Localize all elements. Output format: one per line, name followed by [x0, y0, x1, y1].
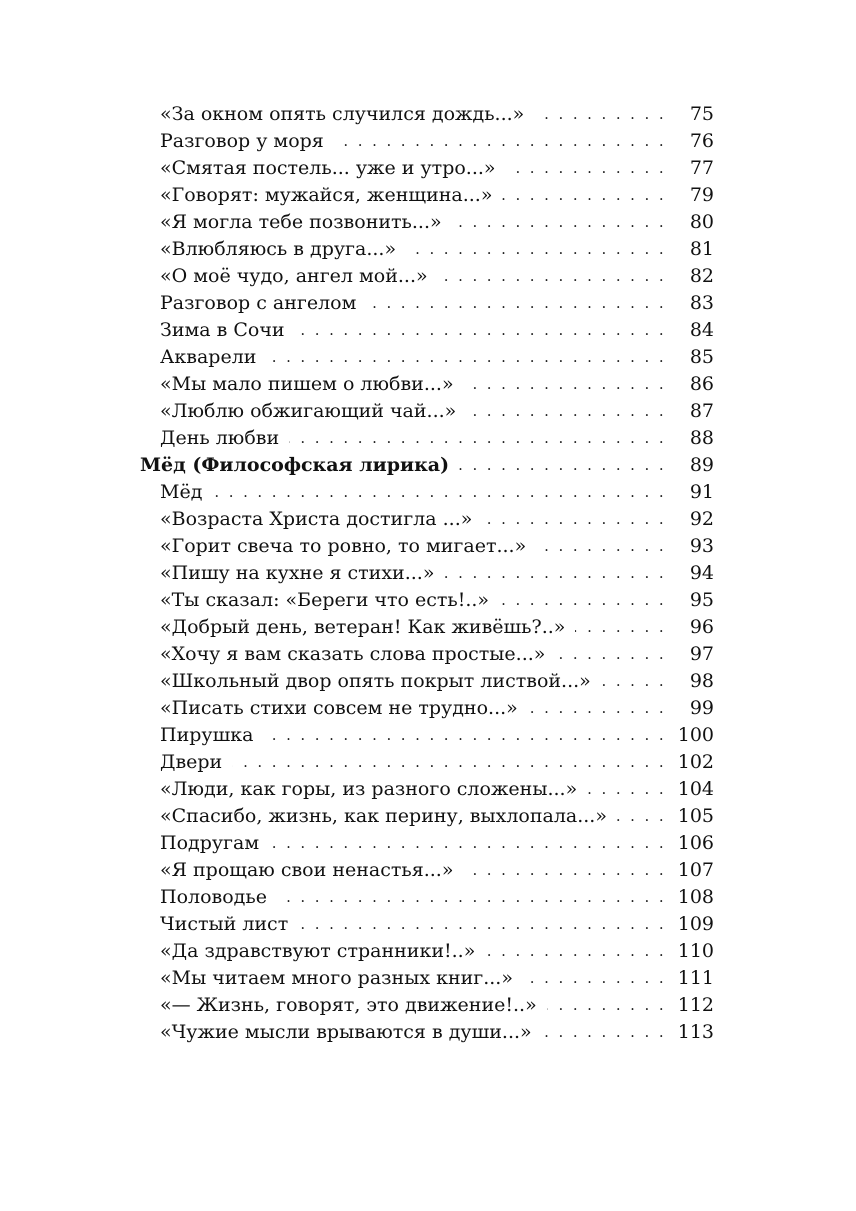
toc-entry-page-number: 95 [689, 589, 714, 611]
toc-entry-title: «Пишу на кухне я стихи...» [160, 560, 444, 587]
toc-entry [140, 965, 716, 992]
toc-entry-page-number: 83 [689, 292, 714, 314]
toc-entry-page-number: 84 [689, 319, 714, 341]
toc-entry-title: «Мы читаем много разных книг...» [160, 965, 523, 992]
toc-entry-title: Подругам [160, 830, 269, 857]
toc-entry-page-number: 82 [689, 265, 714, 287]
toc-entry [140, 209, 716, 236]
toc-entry-title: «Ты сказал: «Береги что есть!..» [160, 587, 499, 614]
toc-entry-title: «Я могла тебе позвонить...» [160, 209, 452, 236]
toc-entry-page-number: 91 [689, 481, 714, 503]
toc-entry-page-number: 87 [689, 400, 714, 422]
toc-entry [140, 587, 716, 614]
toc-entry [140, 749, 716, 776]
toc-entry-title: «Добрый день, ветеран! Как живёшь?..» [160, 614, 575, 641]
toc-entry-page-number: 105 [677, 805, 714, 827]
toc-entry-page-number: 107 [677, 859, 714, 881]
toc-entry [140, 101, 716, 128]
toc-entry-title: «Спасибо, жизнь, как перину, выхлопала...» [160, 803, 617, 830]
toc-entry [140, 398, 716, 425]
toc-entry-title: Мёд (Философская лирика) [140, 452, 459, 479]
toc-entry-page-number: 94 [689, 562, 714, 584]
toc-entry [140, 182, 716, 209]
toc-entry [140, 1019, 716, 1046]
toc-entry [140, 776, 716, 803]
dot-leader [160, 749, 666, 776]
toc-entry [140, 560, 716, 587]
toc-entry [140, 533, 716, 560]
toc-entry [140, 479, 716, 506]
toc-entry-title: День любви [160, 425, 289, 452]
toc-entry-page-number: 100 [677, 724, 714, 746]
toc-entry-title: Зима в Сочи [160, 317, 295, 344]
toc-entry [140, 722, 716, 749]
toc-entry-page-number: 109 [677, 913, 714, 935]
toc-entry [140, 614, 716, 641]
toc-entry-title: Половодье [160, 884, 277, 911]
toc-entry-title: «О моё чудо, ангел мой...» [160, 263, 438, 290]
toc-entry-title: Мёд [160, 479, 212, 506]
toc-entry-page-number: 108 [677, 886, 714, 908]
toc-entry-page-number: 98 [689, 670, 714, 692]
toc-entry [140, 884, 716, 911]
toc-entry-title: «Хочу я вам сказать слова простые...» [160, 641, 555, 668]
toc-entry-page-number: 102 [677, 751, 714, 773]
toc-entry-title: Пирушка [160, 722, 263, 749]
toc-entry-page-number: 92 [689, 508, 714, 530]
toc-entry-page-number: 79 [689, 184, 714, 206]
toc-entry-page-number: 75 [689, 103, 714, 125]
toc-entry-title: «Возраста Христа достигла ...» [160, 506, 482, 533]
toc-entry-title: «Люди, как горы, из разного сложены...» [160, 776, 587, 803]
toc-entry [140, 695, 716, 722]
toc-entry-title: «Я прощаю свои ненастья...» [160, 857, 463, 884]
toc-entry-page-number: 110 [677, 940, 714, 962]
toc-entry-title: «Писать стихи совсем не трудно...» [160, 695, 528, 722]
toc-entry [140, 506, 716, 533]
toc-entry [140, 425, 716, 452]
toc-entry-page-number: 113 [677, 1021, 714, 1043]
toc-entry-page-number: 96 [689, 616, 714, 638]
toc-entry-page-number: 77 [689, 157, 714, 179]
toc-entry-title: Акварели [160, 344, 266, 371]
toc-entry-page-number: 106 [677, 832, 714, 854]
toc-entry-title: Чистый лист [160, 911, 298, 938]
toc-entry-page-number: 81 [689, 238, 714, 260]
toc-entry-title: Разговор с ангелом [160, 290, 366, 317]
toc-entry [140, 938, 716, 965]
toc-section-heading [140, 452, 716, 479]
toc-entry-page-number: 86 [689, 373, 714, 395]
toc-entry [140, 317, 716, 344]
toc-entry-title: «Мы мало пишем о любви...» [160, 371, 464, 398]
toc-entry-page-number: 111 [677, 967, 714, 989]
toc-entry-page-number: 89 [689, 454, 714, 476]
toc-entry-page-number: 80 [689, 211, 714, 233]
toc-entry-title: «За окном опять случился дождь...» [160, 101, 534, 128]
toc-entry-title: «Школьный двор опять покрыт листвой...» [160, 668, 601, 695]
toc-entry-title: «Да здравствуют странники!..» [160, 938, 485, 965]
toc-entry-page-number: 76 [689, 130, 714, 152]
toc-entry-title: «— Жизнь, говорят, это движение!..» [160, 992, 547, 1019]
toc-entry [140, 857, 716, 884]
toc-entry-title: «Люблю обжигающий чай...» [160, 398, 466, 425]
toc-entry [140, 830, 716, 857]
toc-entry-title: «Чужие мысли врываются в души...» [160, 1019, 542, 1046]
toc-entry-page-number: 104 [677, 778, 714, 800]
toc-entry-page-number: 97 [689, 643, 714, 665]
toc-entry [140, 911, 716, 938]
toc-entry [140, 668, 716, 695]
toc-entry-title: «Горит свеча то ровно, то мигает...» [160, 533, 536, 560]
table-of-contents [140, 101, 716, 1046]
toc-entry-page-number: 93 [689, 535, 714, 557]
toc-entry [140, 128, 716, 155]
toc-entry [140, 263, 716, 290]
toc-entry-title: «Влюбляюсь в друга...» [160, 236, 406, 263]
toc-entry-page-number: 112 [677, 994, 714, 1016]
toc-entry [140, 371, 716, 398]
toc-entry-title: Разговор у моря [160, 128, 334, 155]
toc-entry [140, 344, 716, 371]
toc-entry [140, 155, 716, 182]
toc-entry [140, 641, 716, 668]
toc-entry-page-number: 88 [689, 427, 714, 449]
toc-entry-title: Двери [160, 749, 232, 776]
toc-entry [140, 992, 716, 1019]
toc-entry-page-number: 85 [689, 346, 714, 368]
toc-entry [140, 290, 716, 317]
dot-leader [160, 479, 666, 506]
toc-entry-page-number: 99 [689, 697, 714, 719]
toc-entry [140, 803, 716, 830]
toc-entry-title: «Смятая постель... уже и утро...» [160, 155, 506, 182]
toc-entry-title: «Говорят: мужайся, женщина...» [160, 182, 502, 209]
toc-entry [140, 236, 716, 263]
